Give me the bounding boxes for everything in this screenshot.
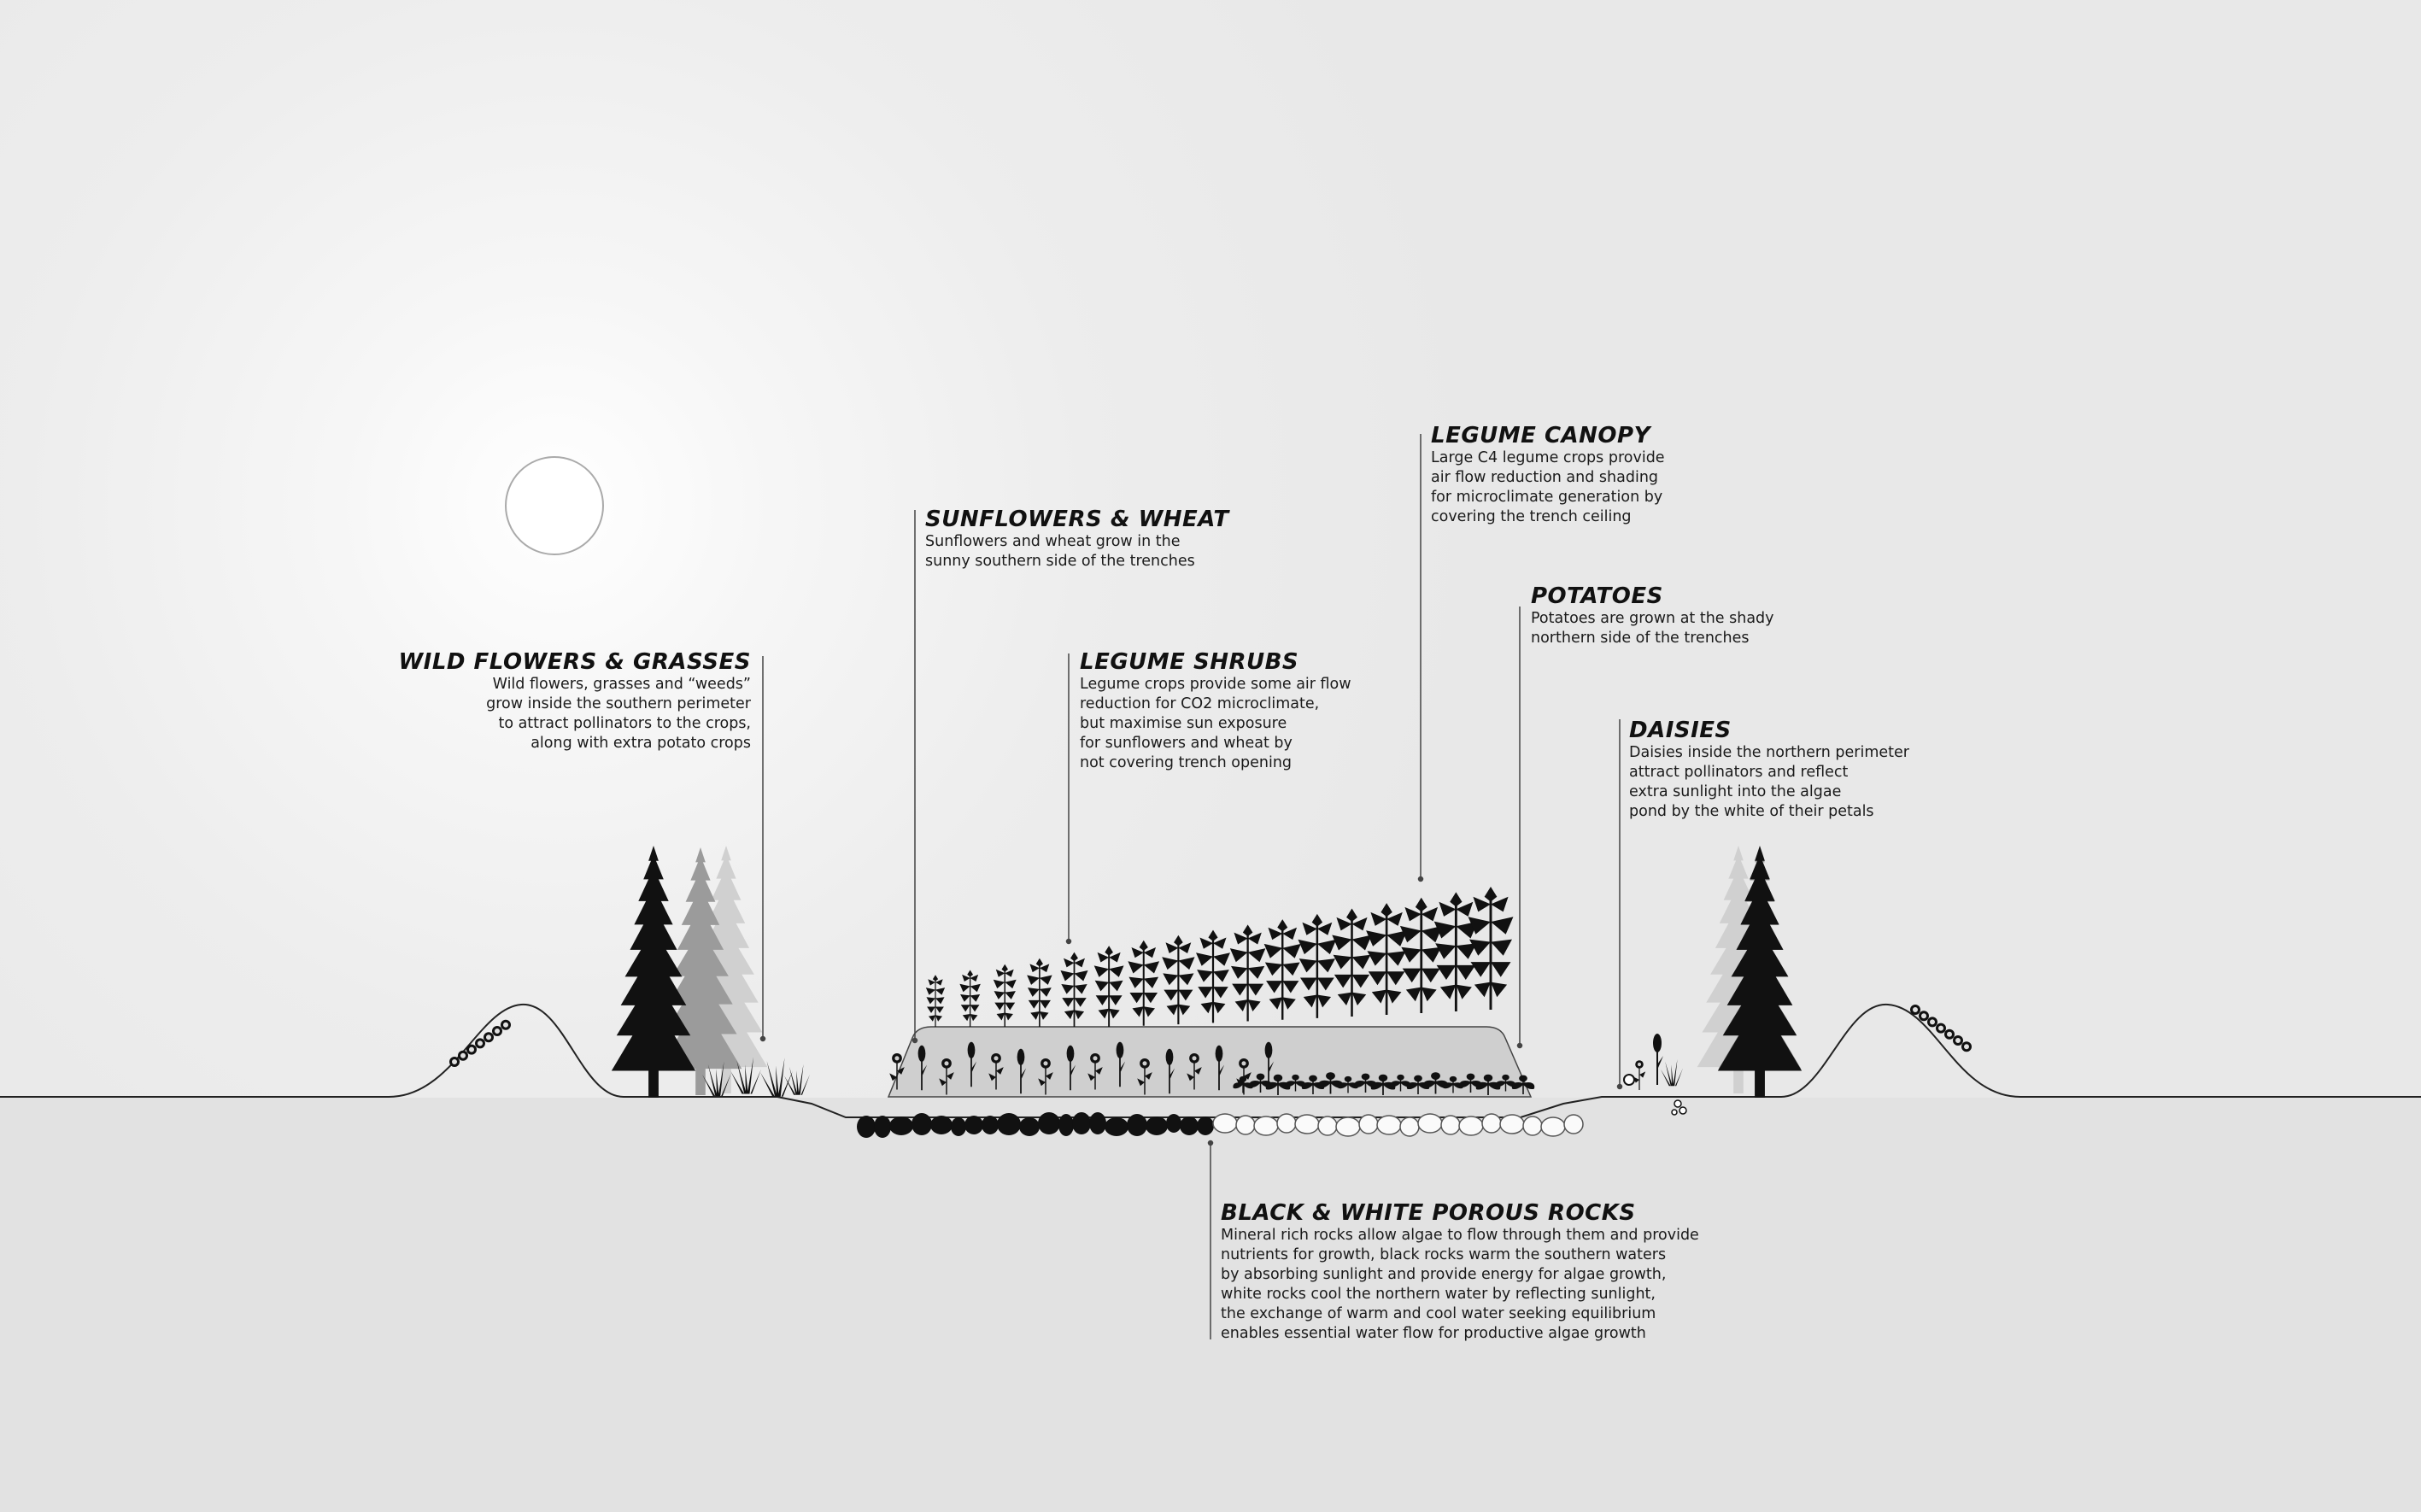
- legume-plant-icon: [1400, 898, 1443, 1013]
- label-description: Daisies inside the northern perimeter attract pollinators and reflect extra sunlight into the algae pond by the white of their petals: [1629, 744, 1909, 820]
- label-description: Sunflowers and wheat grow in the sunny southern side of the trenches: [925, 533, 1195, 570]
- black-rock-icon: [857, 1116, 876, 1138]
- rock-icon: [857, 1112, 1214, 1138]
- pebble-icon: [485, 1034, 493, 1041]
- label-legume-shrubs: [1080, 649, 1351, 773]
- black-rock-icon: [1127, 1114, 1147, 1136]
- black-rock-icon: [1166, 1114, 1181, 1133]
- white-rock-icon: [1482, 1114, 1501, 1133]
- pebble-icon: [460, 1052, 467, 1059]
- legume-plant-icon: [926, 975, 945, 1027]
- label-description: Wild flowers, grasses and “weeds” grow inside the southern perimeter to attract pollinators to the crops, along with extra potato crops: [486, 676, 751, 752]
- label-description: Legume crops provide some air flow reduction for CO2 microclimate, but maximise sun exposure for sunflowers and wheat by not covering trench opening: [1080, 676, 1351, 771]
- label-title: SUNFLOWERS & WHEAT: [925, 507, 1229, 532]
- legume-plant-icon: [959, 970, 980, 1027]
- pine-tree-icon: [1697, 846, 1803, 1098]
- label-description: Large C4 legume crops provide air flow reduction and shading for microclimate generation by covering the trench ceiling: [1431, 449, 1665, 525]
- white-rock-icon: [1236, 1116, 1255, 1134]
- white-rock-icon: [1277, 1114, 1296, 1133]
- pebble-icon: [1912, 1006, 1920, 1014]
- white-rock-icon: [1213, 1114, 1237, 1133]
- pebble-icon: [477, 1040, 484, 1047]
- legume-plant-icon: [1264, 919, 1301, 1020]
- white-rock-icon: [1318, 1116, 1337, 1135]
- pebble-icon: [502, 1021, 510, 1029]
- label-title: POTATOES: [1531, 583, 1663, 609]
- black-rock-icon: [1072, 1112, 1091, 1134]
- legume-plant-icon: [1196, 930, 1230, 1023]
- black-rock-icon: [1038, 1112, 1060, 1134]
- label-legume-canopy: [1431, 423, 1665, 527]
- white-rock-icon: [1295, 1115, 1319, 1134]
- black-rock-icon: [930, 1116, 953, 1134]
- pine-tree-icon: [612, 846, 768, 1098]
- pebble-icon: [468, 1046, 476, 1053]
- pebble-icon: [1946, 1030, 1954, 1038]
- black-rock-icon: [1089, 1112, 1106, 1134]
- legume-plant-icon: [1094, 946, 1124, 1027]
- label-wild-flowers: [398, 649, 751, 753]
- label-title: LEGUME SHRUBS: [1080, 649, 1299, 675]
- legume-plant-icon: [994, 964, 1017, 1027]
- legume-plant-icon: [1366, 903, 1407, 1015]
- white-rock-icon: [1359, 1115, 1378, 1134]
- black-rock-icon: [997, 1113, 1021, 1135]
- pebble-icon: [451, 1021, 510, 1065]
- label-description: Potatoes are grown at the shady northern side of the trenches: [1531, 610, 1774, 647]
- black-rock-icon: [1180, 1116, 1199, 1135]
- daisy-icon: [1624, 1034, 1686, 1115]
- black-rock-icon: [1058, 1114, 1074, 1136]
- legume-plant-icon: [1128, 941, 1159, 1026]
- black-rock-icon: [1019, 1117, 1040, 1136]
- trench-crop-mound: [888, 1027, 1531, 1097]
- black-rock-icon: [874, 1116, 891, 1138]
- white-rock-icon: [1523, 1116, 1542, 1135]
- white-rock-icon: [1441, 1116, 1460, 1134]
- black-rock-icon: [1197, 1116, 1214, 1135]
- legume-plant-icon: [1298, 914, 1336, 1018]
- label-description: Mineral rich rocks allow algae to flow through them and provide nutrients for growth, black rocks warm the southern waters by absorbing sunlight and provide energy for algae growth, white rocks cool the northern water by reflecting sunlight, the exchange of warm and cool water seeking equilibrium enables essential water flow for productive algae growth: [1221, 1227, 1699, 1342]
- label-daisies: [1629, 718, 1909, 822]
- pebble-icon: [1929, 1018, 1937, 1026]
- white-rock-icon: [1418, 1114, 1442, 1133]
- white-rock-icon: [1564, 1115, 1583, 1134]
- legume-plant-icon: [926, 887, 1514, 1027]
- label-title: BLACK & WHITE POROUS ROCKS: [1221, 1200, 1636, 1226]
- white-rock-icon: [1377, 1116, 1401, 1134]
- label-title: LEGUME CANOPY: [1431, 423, 1650, 448]
- white-rock-icon: [1400, 1117, 1419, 1136]
- legume-plant-icon: [1332, 909, 1371, 1017]
- pebble-icon: [1963, 1043, 1971, 1051]
- pebble-icon: [1937, 1024, 1945, 1032]
- white-rock-icon: [1336, 1117, 1360, 1136]
- black-rock-icon: [964, 1116, 983, 1134]
- black-rock-icon: [982, 1116, 999, 1134]
- black-rock-icon: [912, 1113, 932, 1135]
- pebble-icon: [1920, 1012, 1928, 1020]
- label-porous-rocks: [1221, 1200, 1699, 1344]
- black-rock-icon: [1146, 1116, 1168, 1135]
- legume-plant-icon: [1162, 935, 1194, 1024]
- legume-plant-icon: [1060, 952, 1087, 1027]
- legume-plant-icon: [1468, 887, 1514, 1010]
- white-rock-icon: [1541, 1117, 1565, 1136]
- label-sunflowers-wheat: [925, 507, 1229, 571]
- white-rock-icon: [1459, 1116, 1483, 1135]
- pebble-icon: [451, 1058, 459, 1066]
- black-rock-icon: [1105, 1117, 1128, 1136]
- white-rock-icon: [1500, 1115, 1524, 1134]
- label-title: DAISIES: [1629, 718, 1732, 743]
- black-rock-icon: [889, 1116, 913, 1135]
- sun-icon: [506, 457, 603, 554]
- label-title: WILD FLOWERS & GRASSES: [398, 649, 751, 675]
- legume-plant-icon: [1434, 892, 1478, 1011]
- label-potatoes: [1531, 583, 1774, 648]
- white-rock-icon: [1254, 1116, 1278, 1135]
- legume-plant-icon: [1230, 924, 1266, 1021]
- pebble-icon: [494, 1028, 501, 1035]
- legume-plant-icon: [1027, 958, 1052, 1027]
- black-rock-icon: [951, 1117, 966, 1136]
- pebble-icon: [1955, 1037, 1962, 1045]
